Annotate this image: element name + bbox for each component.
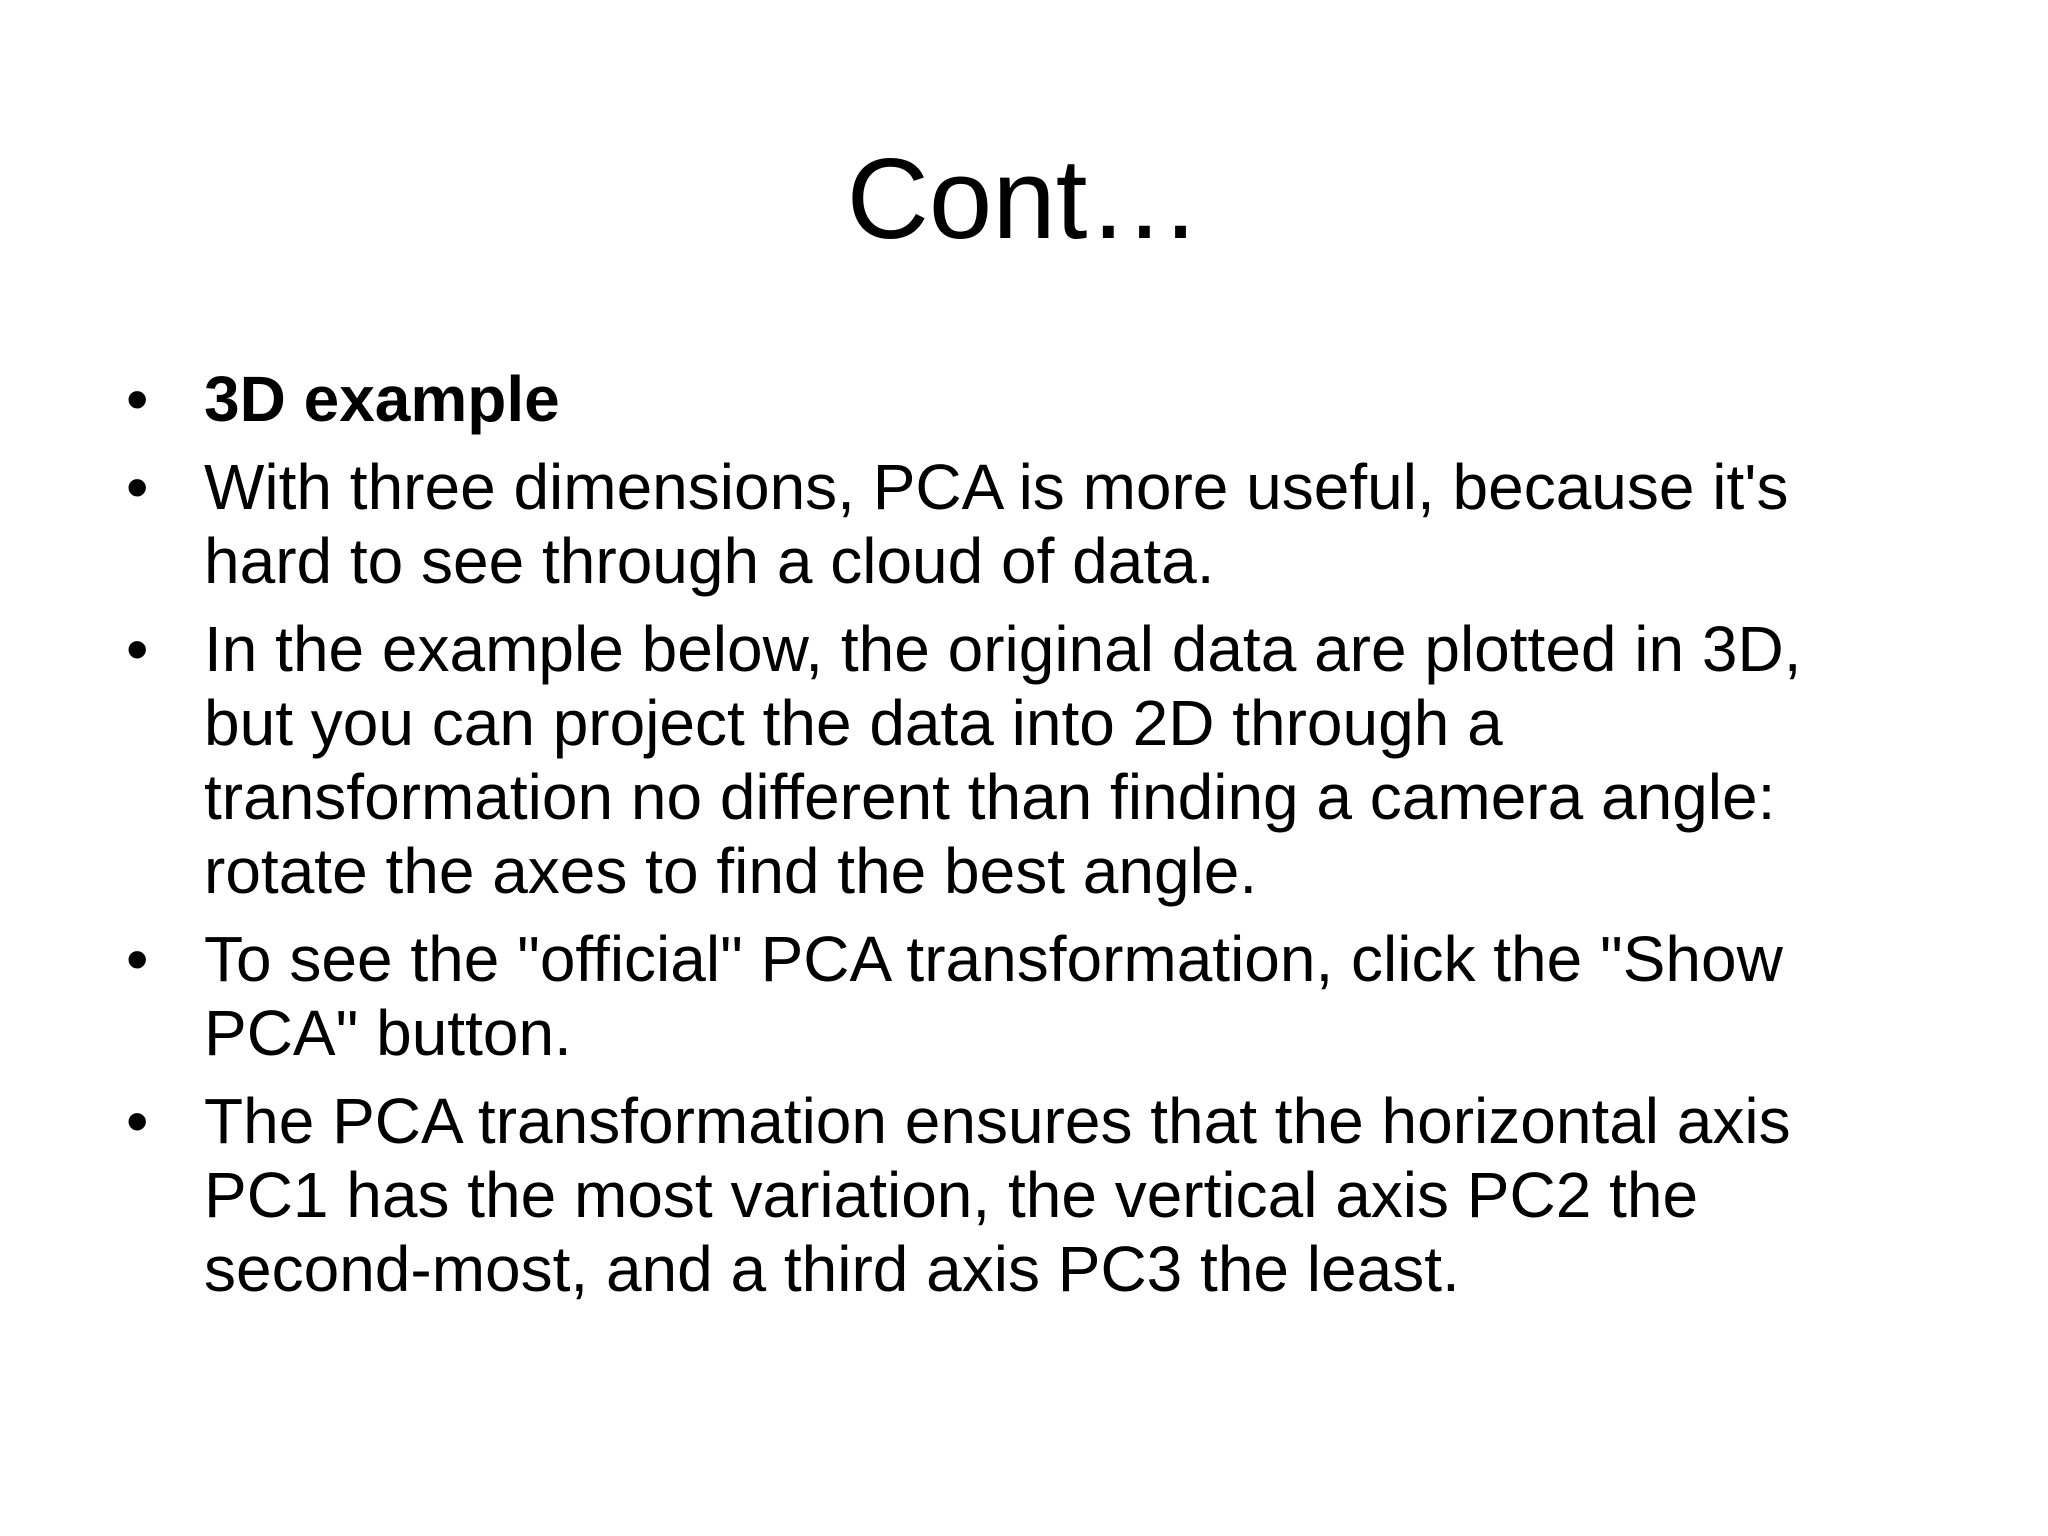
bullet-text: In the example below, the original data are plotted in 3D, but you can project the data into 2D through a transformation no different than finding a camera angle: rotate the axes to find the best angle. [204, 613, 1802, 907]
bullet-list [120, 362, 1900, 1320]
slide-title: Cont… [846, 136, 1202, 263]
bullet-dot: • [126, 613, 149, 685]
bullet-item [120, 362, 1900, 436]
bullet-item [120, 612, 1900, 908]
bullet-text: The PCA transformation ensures that the horizontal axis PC1 has the most variation, the vertical axis PC2 the second-most, and a third axis PC3 the least. [204, 1085, 1791, 1305]
bullet-text: To see the "official" PCA transformation, click the "Show PCA" button. [204, 923, 1783, 1069]
bullet-item [120, 922, 1900, 1070]
bullet-item [120, 1084, 1900, 1306]
bullet-dot: • [126, 923, 149, 995]
bullet-dot: • [126, 451, 149, 523]
bullet-dot: • [126, 1085, 149, 1157]
bullet-text: 3D example [204, 363, 560, 435]
bullet-dot: • [126, 363, 149, 435]
bullet-item [120, 450, 1900, 598]
bullet-text: With three dimensions, PCA is more useful, because it's hard to see through a cloud of data. [204, 451, 1789, 597]
